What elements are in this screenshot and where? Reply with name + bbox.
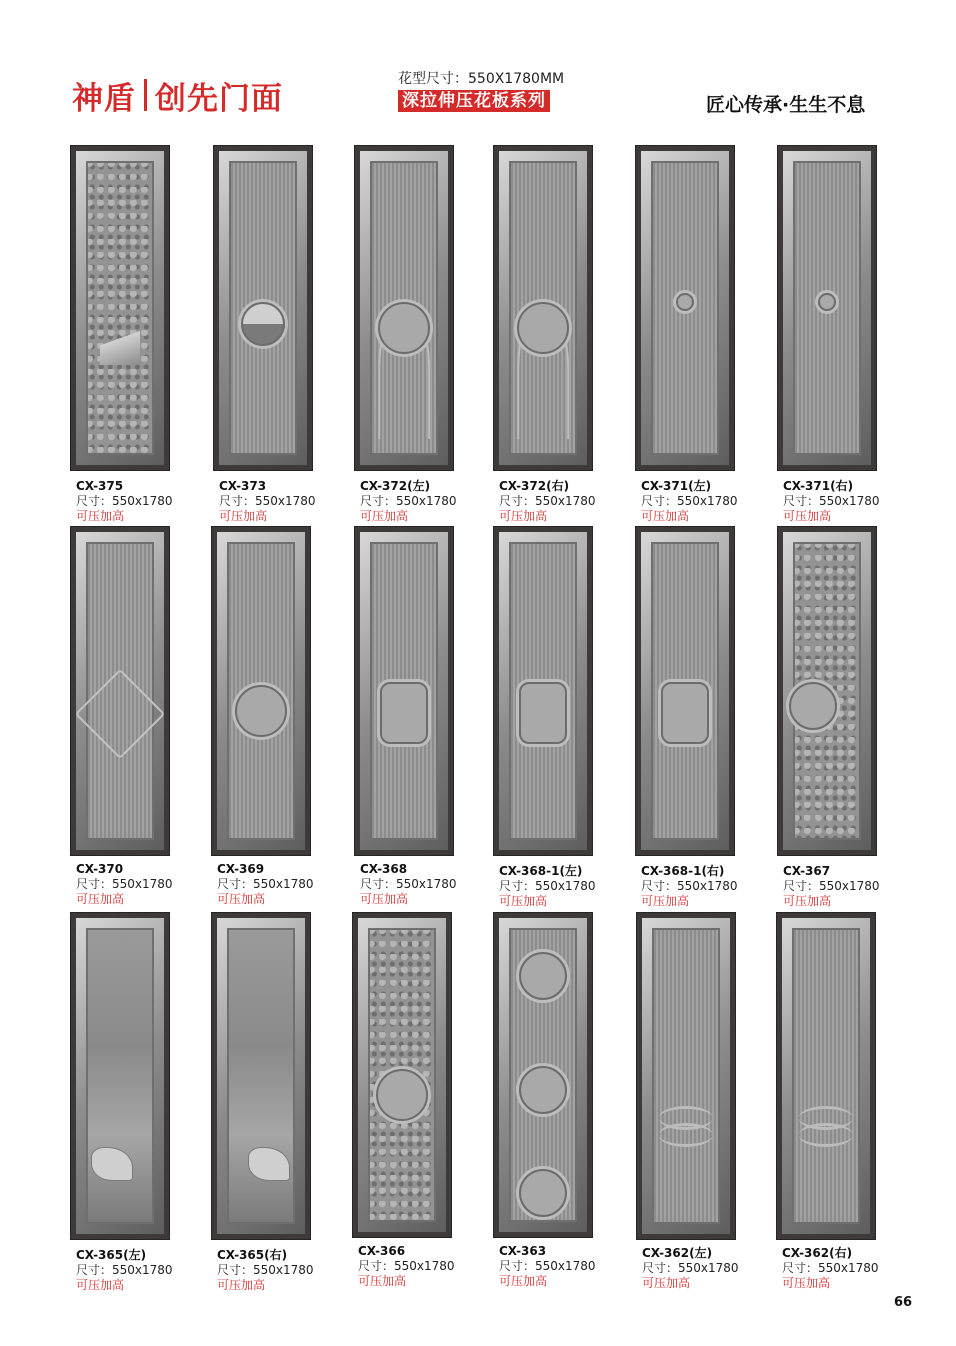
hexagon-frame-icon — [75, 669, 166, 760]
ring-knot-icon — [789, 682, 837, 730]
small-seal-icon — [818, 293, 836, 311]
product-size: 尺寸：550x1780 — [783, 494, 880, 508]
product-size: 尺寸：550x1780 — [641, 879, 738, 893]
door-panel — [354, 145, 454, 471]
triple-medallion-icon — [519, 1066, 567, 1114]
product-note: 可压加高 — [782, 1276, 831, 1290]
product-note: 可压加高 — [217, 892, 266, 906]
product-size: 尺寸：550x1780 — [358, 1259, 455, 1273]
brand-name: 神盾 — [72, 80, 136, 117]
product-code: CX-365(右) — [217, 1248, 288, 1262]
door-panel — [777, 526, 877, 856]
slogan: 匠心传承·生生不息 — [706, 94, 866, 116]
product-note: 可压加高 — [360, 509, 409, 523]
product-code: CX-369 — [217, 862, 265, 876]
half-moon-icon — [241, 302, 285, 346]
product-note: 可压加高 — [499, 509, 548, 523]
product-code: CX-368-1(右) — [641, 864, 725, 878]
brand-logo — [72, 74, 283, 116]
product-note: 可压加高 — [499, 894, 548, 908]
brand-tagline: 创先门面 — [155, 80, 283, 117]
product-size: 尺寸：550x1780 — [76, 877, 173, 891]
deer-icon — [248, 1147, 290, 1181]
product-code: CX-371(右) — [783, 479, 854, 493]
door-panel — [70, 526, 170, 856]
product-size: 尺寸：550x1780 — [642, 1261, 739, 1275]
product-size: 尺寸：550x1780 — [76, 1263, 173, 1277]
bottom-medallion-icon — [519, 1169, 567, 1217]
door-panel — [70, 912, 170, 1240]
small-seal-icon — [676, 293, 694, 311]
product-code: CX-362(右) — [782, 1246, 853, 1260]
product-note: 可压加高 — [76, 1278, 125, 1292]
product-note: 可压加高 — [358, 1274, 407, 1288]
deer-icon — [91, 1147, 133, 1181]
door-panel — [211, 912, 311, 1240]
door-panel — [493, 912, 593, 1238]
pendant-medallion-icon — [376, 1069, 428, 1121]
product-code: CX-370 — [76, 862, 124, 876]
octagon-deer-icon — [519, 682, 567, 744]
door-panel — [493, 526, 593, 856]
pattern-size-heading: 花型尺寸：550X1780MM — [398, 71, 565, 87]
product-note: 可压加高 — [219, 509, 268, 523]
product-code: CX-368-1(左) — [499, 864, 583, 878]
door-panel — [70, 145, 170, 471]
product-code: CX-366 — [358, 1244, 406, 1258]
brand-divider — [144, 79, 147, 111]
product-code: CX-372(左) — [360, 479, 431, 493]
page-number: 66 — [894, 1295, 913, 1310]
product-note: 可压加高 — [641, 509, 690, 523]
product-code: CX-363 — [499, 1244, 547, 1258]
product-note: 可压加高 — [783, 509, 832, 523]
product-size: 尺寸：550x1780 — [217, 877, 314, 891]
product-size: 尺寸：550x1780 — [782, 1261, 879, 1275]
product-note: 可压加高 — [76, 509, 125, 523]
fu-medallion-icon — [235, 685, 287, 737]
medallion-icon — [378, 302, 430, 354]
door-panel — [354, 526, 454, 856]
product-note: 可压加高 — [783, 894, 832, 908]
product-note: 可压加高 — [360, 892, 409, 906]
product-size: 尺寸：550x1780 — [499, 494, 596, 508]
product-code: CX-375 — [76, 479, 124, 493]
door-panel — [493, 145, 593, 471]
wave-icon — [799, 1123, 853, 1147]
product-size: 尺寸：550x1780 — [217, 1263, 314, 1277]
door-panel — [777, 145, 877, 471]
product-size: 尺寸：550x1780 — [641, 494, 738, 508]
product-code: CX-362(左) — [642, 1246, 713, 1260]
product-size: 尺寸：550x1780 — [76, 494, 173, 508]
product-size: 尺寸：550x1780 — [499, 1259, 596, 1273]
mountain-icon — [100, 317, 140, 365]
medallion-icon — [517, 302, 569, 354]
octagon-deer-icon — [661, 682, 709, 744]
door-panel — [213, 145, 313, 471]
product-note: 可压加高 — [641, 894, 690, 908]
product-code: CX-372(右) — [499, 479, 570, 493]
top-medallion-icon — [519, 952, 567, 1000]
product-size: 尺寸：550x1780 — [219, 494, 316, 508]
product-code: CX-368 — [360, 862, 408, 876]
octagon-crane-icon — [380, 682, 428, 744]
wave-icon — [659, 1123, 713, 1147]
door-panel — [636, 912, 736, 1240]
product-code: CX-373 — [219, 479, 267, 493]
product-code: CX-367 — [783, 864, 831, 878]
door-panel — [635, 526, 735, 856]
product-note: 可压加高 — [499, 1274, 548, 1288]
product-size: 尺寸：550x1780 — [360, 877, 457, 891]
product-size: 尺寸：550x1780 — [499, 879, 596, 893]
door-panel — [635, 145, 735, 471]
door-panel — [776, 912, 876, 1240]
door-panel — [352, 912, 452, 1238]
product-size: 尺寸：550x1780 — [783, 879, 880, 893]
product-note: 可压加高 — [76, 892, 125, 906]
product-size: 尺寸：550x1780 — [360, 494, 457, 508]
door-panel — [211, 526, 311, 856]
product-code: CX-371(左) — [641, 479, 712, 493]
product-note: 可压加高 — [642, 1276, 691, 1290]
product-code: CX-365(左) — [76, 1248, 147, 1262]
series-banner: 深拉伸压花板系列 — [398, 90, 550, 112]
product-note: 可压加高 — [217, 1278, 266, 1292]
